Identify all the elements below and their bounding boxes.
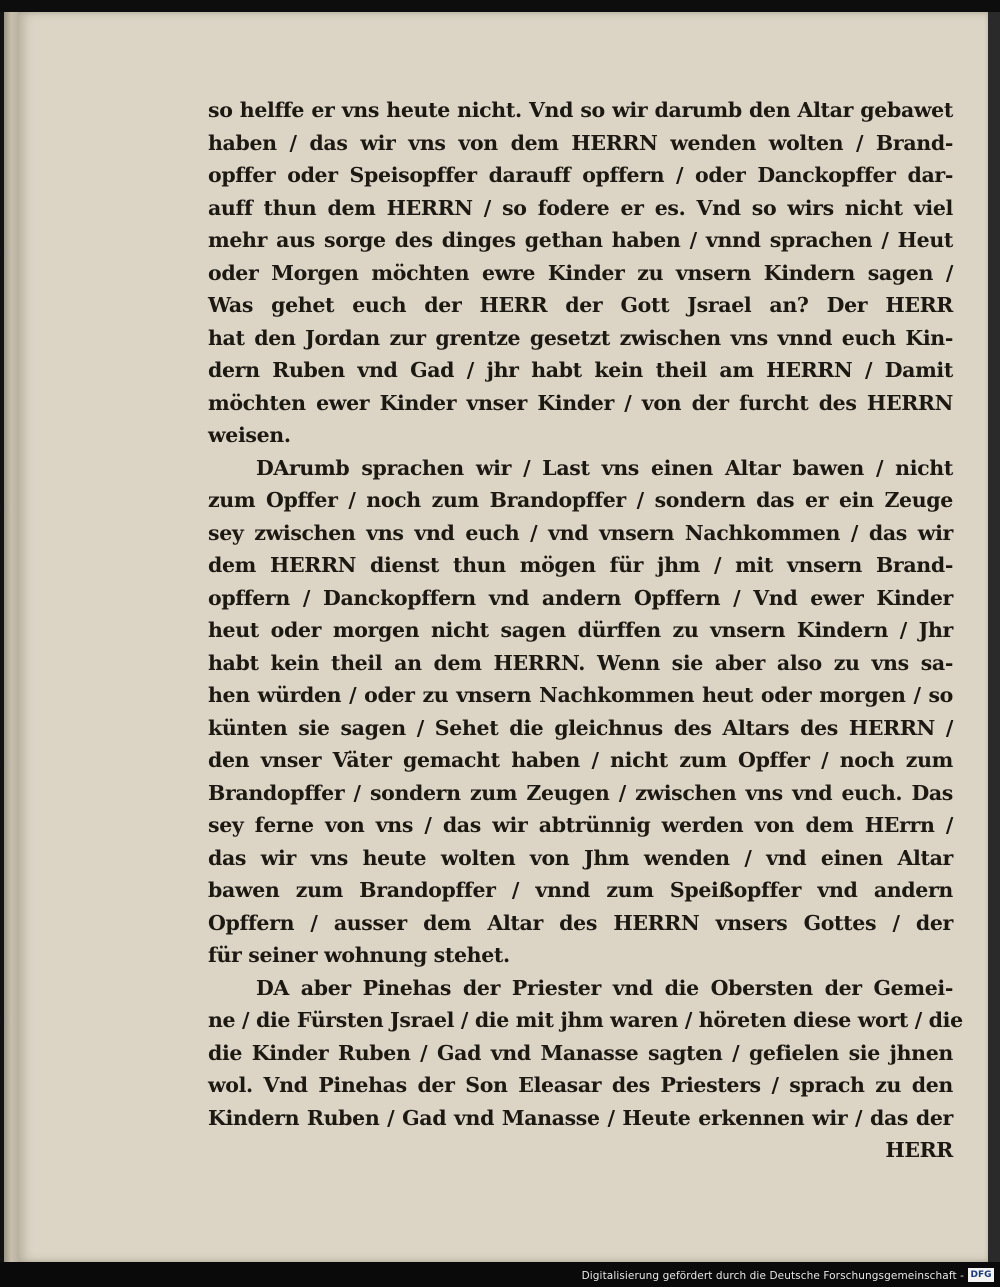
text-line: möchten ewer Kinder vnser Kinder / von der furcht des HERRN <box>208 390 953 415</box>
text-line: mehr aus sorge des dinges gethan haben / vnnd sprachen / Heut <box>208 228 953 252</box>
text-line: sey ferne von vns / das wir abtrünnig werden von dem HErrn / <box>208 813 953 837</box>
text-line: habt kein theil an dem HERRN. Wenn sie aber also zu vns sa- <box>208 650 953 675</box>
paragraph-start-line: DA aber Pinehas der Priester vnd die Obersten der Gemei- <box>256 975 953 1000</box>
catchword: HERR <box>885 1138 953 1162</box>
text-line: den vnser Väter gemacht haben / nicht zum Opffer / noch zum <box>208 748 953 772</box>
text-line: weisen. <box>208 423 291 447</box>
text-line: dern Ruben vnd Gad / jhr habt kein theil am HERRN / Damit <box>208 358 953 382</box>
text-line: dem HERRN dienst thun mögen für jhm / mit vnsern Brand- <box>208 553 953 577</box>
text-line: heut oder morgen nicht sagen dürffen zu vnsern Kindern / Jhr <box>208 618 953 642</box>
text-line: sey zwischen vns vnd euch / vnd vnsern Nachkommen / das wir <box>208 520 953 545</box>
text-line: wol. Vnd Pinehas der Son Eleasar des Priesters / sprach zu den <box>208 1073 953 1097</box>
text-line: Brandopffer / sondern zum Zeugen / zwischen vns vnd euch. Das <box>208 780 953 805</box>
text-line: haben / das wir vns von dem HERRN wenden wolten / Brand- <box>208 130 953 155</box>
text-line: die Kinder Ruben / Gad vnd Manasse sagten / gefielen sie jhnen <box>208 1040 953 1065</box>
text-line: so helffe er vns heute nicht. Vnd so wir darumb den Altar gebawet <box>208 98 953 122</box>
text-line: opffer oder Speisopffer darauff opffern / oder Danckopffer dar- <box>208 163 953 187</box>
text-line: Opffern / ausser dem Altar des HERRN vnsers Gottes / der <box>208 910 953 935</box>
text-line: auff thun dem HERRN / so fodere er es. Vnd so wirs nicht viel <box>208 195 953 220</box>
text-line: das wir vns heute wolten von Jhm wenden / vnd einen Altar <box>208 845 953 870</box>
text-line: ne / die Fürsten Jsrael / die mit jhm waren / höreten diese wort / die <box>208 1008 963 1032</box>
text-line: hen würden / oder zu vnsern Nachkommen heut oder morgen / so <box>208 683 953 707</box>
text-line: künten sie sagen / Sehet die gleichnus des Altars des HERRN / <box>208 715 953 740</box>
text-line: hat den Jordan zur grentze gesetzt zwischen vns vnnd euch Kin- <box>208 325 953 350</box>
text-line: Was gehet euch der HERR der Gott Jsrael an? Der HERR <box>208 293 953 317</box>
text-line: für seiner wohnung stehet. <box>208 943 510 967</box>
text-line: oder Morgen möchten ewre Kinder zu vnsern Kindern sagen / <box>208 260 953 285</box>
paragraph-start-line: DArumb sprachen wir / Last vns einen Altar bawen / nicht <box>256 455 953 480</box>
scan-right-border <box>988 12 1000 1262</box>
scan-top-border <box>0 0 1000 12</box>
funding-notice: Digitalisierung gefördert durch die Deutsche Forschungsgemeinschaft - <box>581 1270 964 1282</box>
text-line: opffern / Danckopffern vnd andern Opffern / Vnd ewer Kinder <box>208 585 953 610</box>
text-line: zum Opffer / noch zum Brandopffer / sondern das er ein Zeuge <box>208 488 953 512</box>
text-line: bawen zum Brandopffer / vnnd zum Speißopffer vnd andern <box>208 878 953 902</box>
text-line: Kindern Ruben / Gad vnd Manasse / Heute erkennen wir / das der <box>208 1105 953 1130</box>
dfg-logo: DFG <box>968 1268 994 1282</box>
page-text-block <box>208 94 963 1167</box>
